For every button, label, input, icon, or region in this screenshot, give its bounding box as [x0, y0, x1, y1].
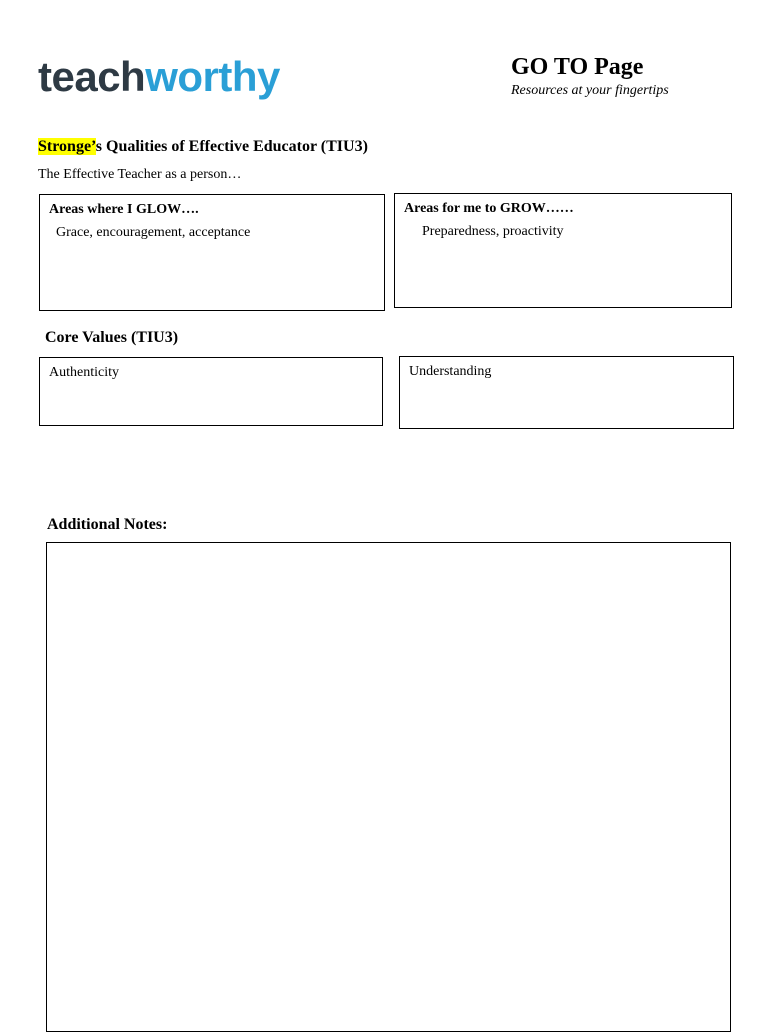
grow-text: Preparedness, proactivity — [422, 224, 564, 239]
page-title: GO TO Page — [511, 54, 644, 80]
core-value-box-1[interactable] — [39, 357, 383, 426]
core-value-text: Authenticity — [49, 365, 119, 380]
notes-box[interactable] — [46, 542, 731, 1032]
core-value-box-2[interactable] — [399, 356, 734, 429]
grow-label: Areas for me to GROW…… — [404, 201, 574, 216]
glow-text: Grace, encouragement, acceptance — [56, 225, 251, 240]
qualities-heading — [38, 137, 368, 157]
teachworthy-logo — [38, 52, 280, 114]
page-subtitle: Resources at your fingertips — [511, 83, 669, 98]
qualities-heading-highlight: Stronge’ — [38, 138, 96, 155]
core-value-text: Understanding — [409, 364, 492, 379]
glow-box[interactable] — [39, 194, 385, 311]
qualities-heading-rest: s Qualities of Effective Educator (TIU3) — [95, 138, 368, 155]
logo-text-teach: teach — [38, 53, 146, 100]
grow-box[interactable] — [394, 193, 732, 308]
logo-text-worthy: worthy — [145, 53, 280, 100]
glow-label: Areas where I GLOW…. — [49, 202, 199, 217]
qualities-subtitle: The Effective Teacher as a person… — [38, 167, 242, 182]
notes-heading: Additional Notes: — [47, 516, 168, 533]
core-values-heading: Core Values (TIU3) — [45, 329, 179, 346]
